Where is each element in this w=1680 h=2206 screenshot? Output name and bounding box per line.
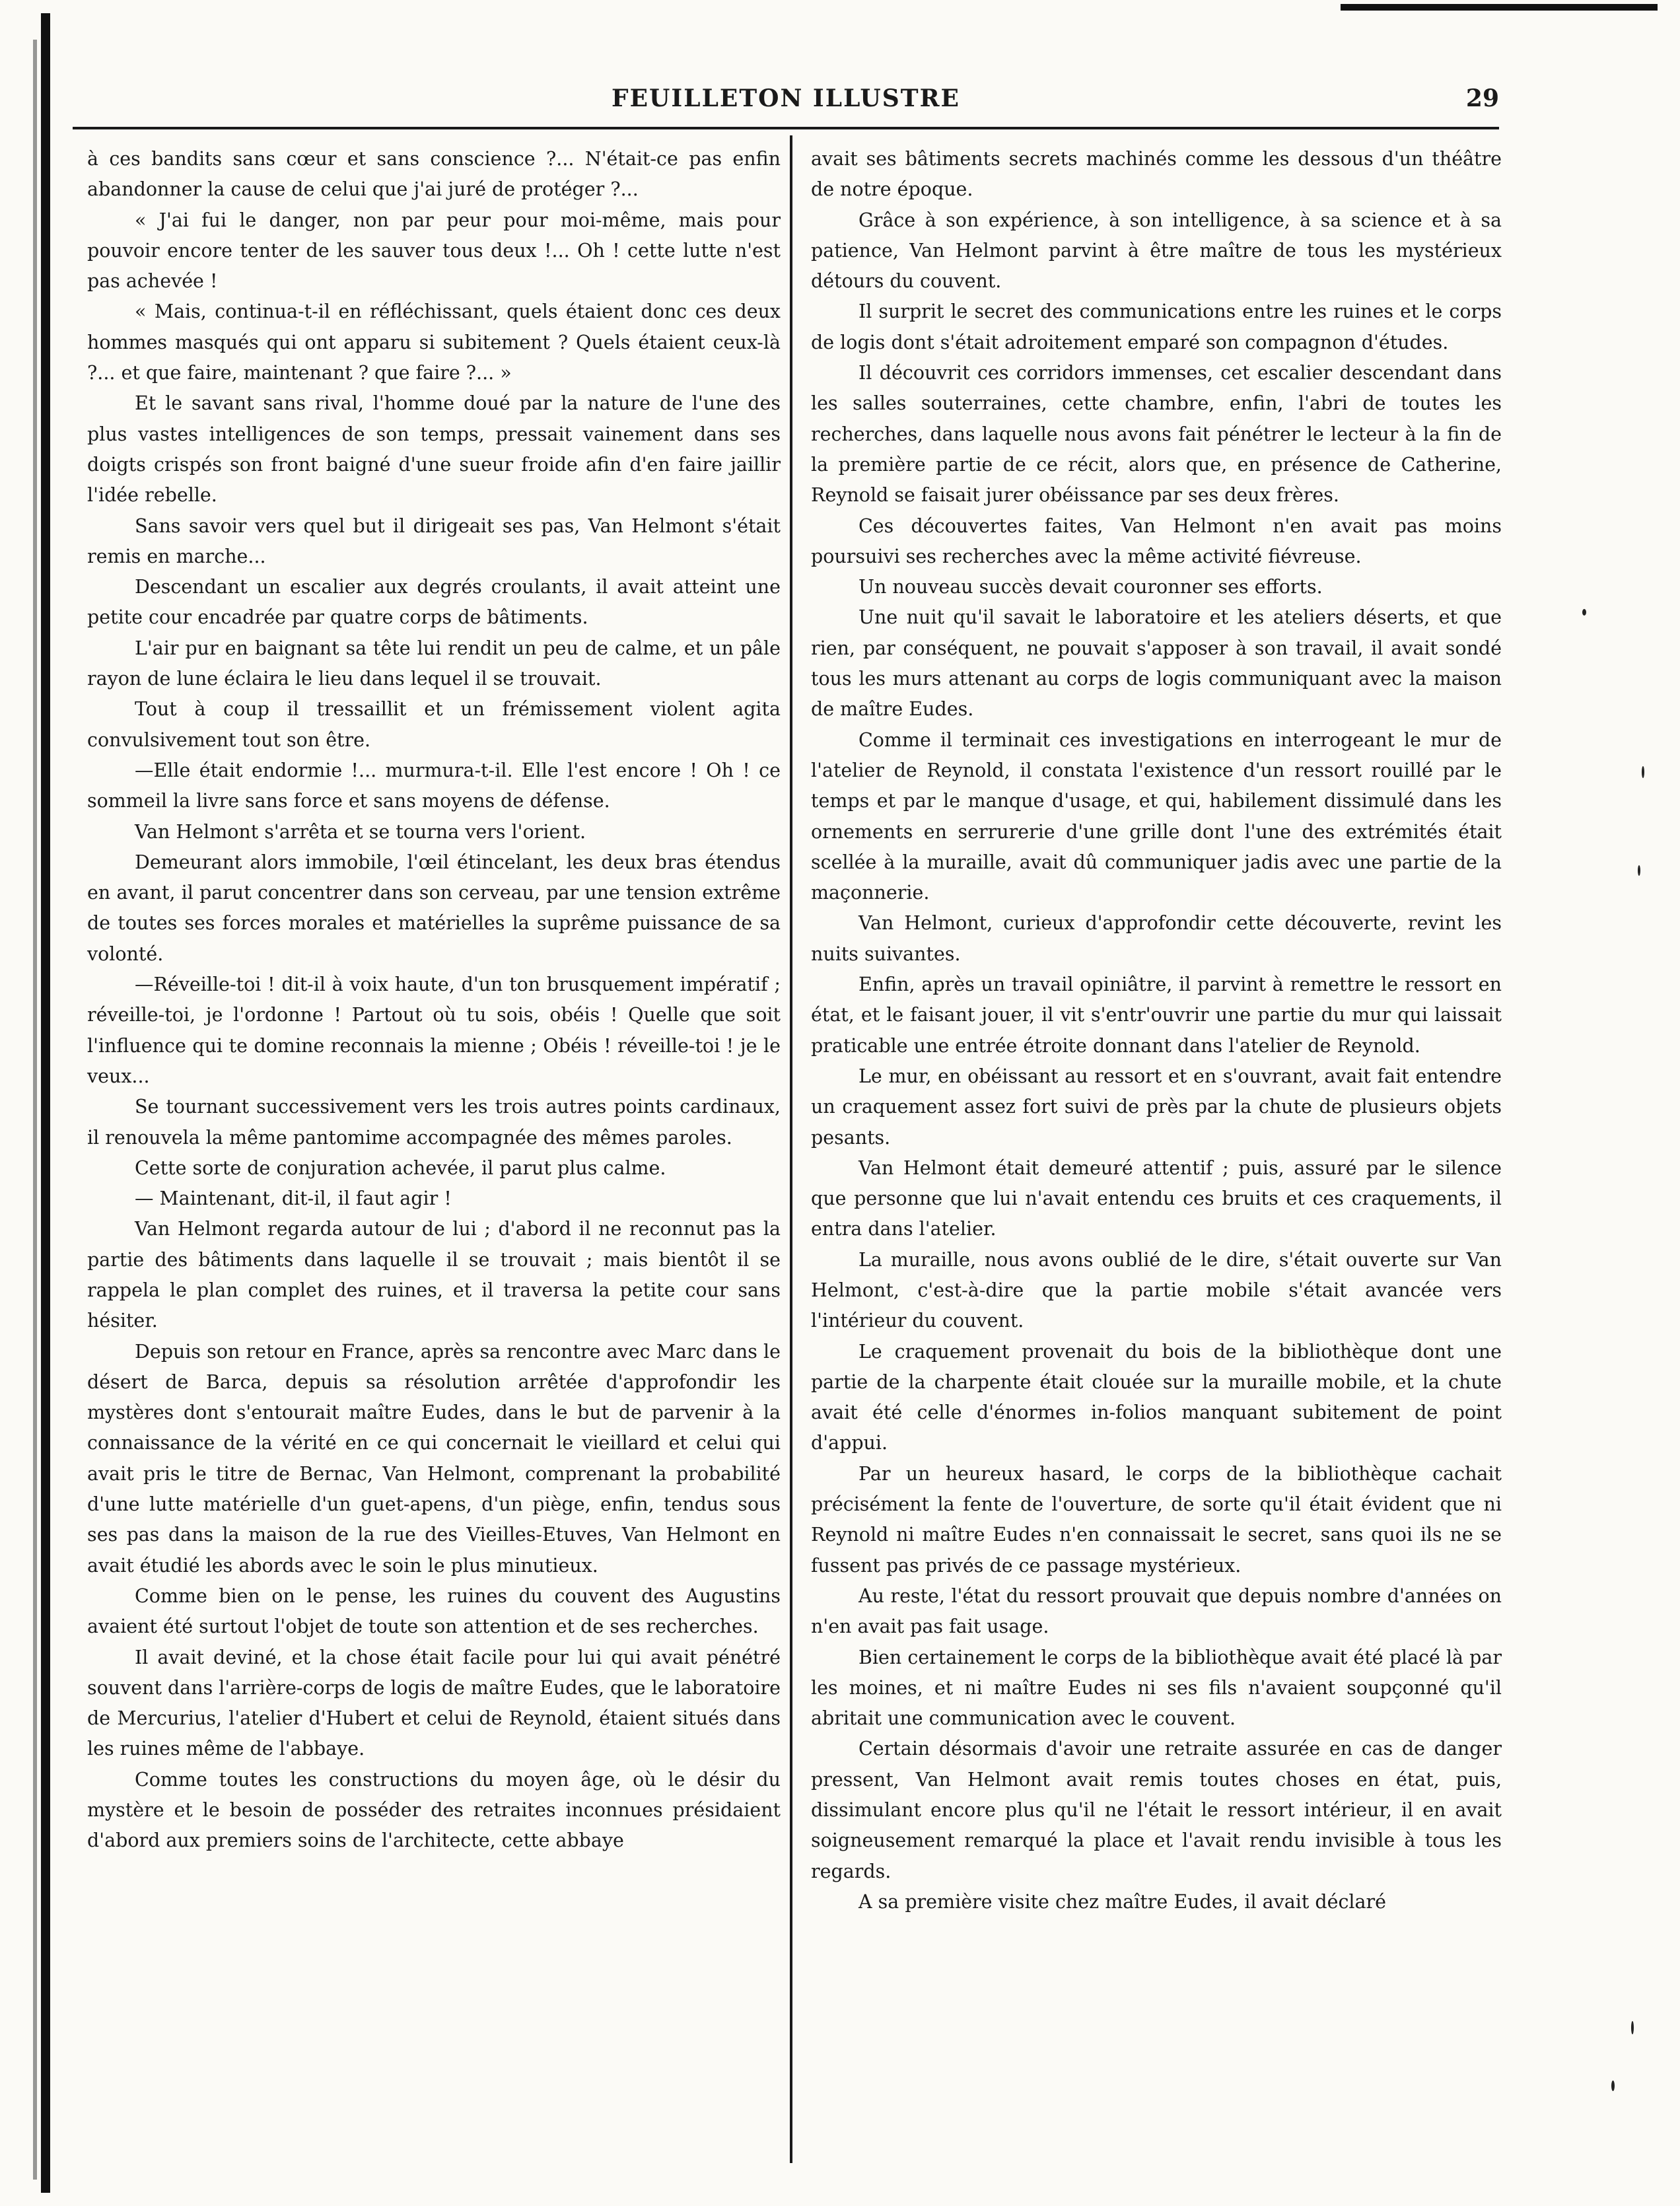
scan-shadow bbox=[33, 40, 37, 2180]
paragraph: Depuis son retour en France, après sa rencontre avec Marc dans le désert de Barca, depuis sa résolution arrêtée d'approfondir les mystères dont s'entourait maître Eudes, dans le but de parvenir à la connaissance de la vérité en ce qui concernait le vieillard et celui qui avait pris le titre de Bernac, Van Helmont, comprenant la probabilité d'une lutte matérielle d'un guet-apens, d'un piège, enfin, tendus sous ses pas dans la maison de la rue des Vieilles-Etuves, Van Helmont en avait étudié les abords avec le soin le plus minutieux. bbox=[87, 1340, 781, 1577]
paragraph: Le craquement provenait du bois de la bibliothèque dont une partie de la charpente était clouée sur la muraille mobile, et la chute avait été celle d'énormes in-folios manquant subitement de point d'appui. bbox=[811, 1340, 1502, 1454]
paragraph: Van Helmont, curieux d'approfondir cette découverte, revint les nuits suivantes. bbox=[811, 912, 1502, 965]
paragraph: Van Helmont s'arrêta et se tourna vers l'orient. bbox=[135, 820, 586, 843]
scan-speck bbox=[1611, 2081, 1615, 2091]
paragraph: Bien certainement le corps de la bibliothèque avait été placé là par les moines, et ni maître Eudes ni ses fils n'avaient soupçonné qu'il abritait une communication avec le couvent. bbox=[811, 1646, 1502, 1730]
paragraph: —Réveille-toi ! dit-il à voix haute, d'un ton brusquement impératif ; réveille-toi, je l'ordonne ! Partout où tu sois, obéis ! Quelle que soit l'influence qui te domine reconnais la mienne ; Obéis ! réveille-toi ! je le veux... bbox=[87, 974, 781, 1087]
paragraph: La muraille, nous avons oublié de le dire, s'était ouverte sur Van Helmont, c'est-à-dire que la partie mobile s'était avancée vers l'intérieur du couvent. bbox=[811, 1248, 1502, 1332]
header-title: FEUILLETON ILLUSTRE bbox=[612, 85, 960, 112]
scan-speck bbox=[1642, 766, 1644, 778]
paragraph: A sa première visite chez maître Eudes, il avait déclaré bbox=[858, 1890, 1387, 1913]
paragraph: Ces découvertes faites, Van Helmont n'en avait pas moins poursuivi ses recherches avec la même activité fiévreuse. bbox=[811, 515, 1502, 567]
page-number: 29 bbox=[1465, 85, 1499, 112]
paragraph: Par un heureux hasard, le corps de la bibliothèque cachait précisément la fente de l'ouverture, de sorte qu'il était évident que ni Reynold ni maître Eudes n'en connaissait le secret, sans quoi ils ne se fussent pas privés de ce passage mystérieux. bbox=[811, 1462, 1502, 1577]
paragraph: Se tournant successivement vers les trois autres points cardinaux, il renouvela la même pantomime accompagnée des mêmes paroles. bbox=[87, 1096, 781, 1149]
paragraph: Comme bien on le pense, les ruines du couvent des Augustins avaient été surtout l'objet de toute son attention et de ses recherches. bbox=[87, 1584, 781, 1638]
paragraph: Il découvrit ces corridors immenses, cet escalier descendant dans les salles souterraines, cette chambre, enfin, l'abri de toutes les recherches, dans laquelle nous avons fait pénétrer le lecteur à la fin de la première partie de ce récit, alors que, en présence de Catherine, Reynold se faisait jurer obéissance par ses deux frères. bbox=[811, 362, 1502, 507]
scan-speck bbox=[1631, 2021, 1634, 2034]
paragraph: à ces bandits sans cœur et sans conscience ?... N'était-ce pas enfin abandonner la cause de celui que j'ai juré de protéger ?... bbox=[87, 148, 781, 201]
running-header bbox=[73, 73, 1499, 125]
paragraph: L'air pur en baignant sa tête lui rendit un peu de calme, et un pâle rayon de lune éclaira le lieu dans lequel il se trouvait. bbox=[87, 637, 781, 690]
paragraph: Au reste, l'état du ressort prouvait que depuis nombre d'années on n'en avait pas fait usage. bbox=[811, 1584, 1502, 1638]
paragraph: Cette sorte de conjuration achevée, il parut plus calme. bbox=[135, 1156, 666, 1179]
scan-speck bbox=[1638, 865, 1640, 876]
paragraph: Van Helmont regarda autour de lui ; d'abord il ne reconnut pas la partie des bâtiments dans laquelle il se trouvait ; mais bientôt il se rappela le plan complet des ruines, et il traversa la petite cour sans hésiter. bbox=[87, 1218, 781, 1332]
paragraph: Le mur, en obéissant au ressort et en s'ouvrant, avait fait entendre un craquement assez fort suivi de près par la chute de plusieurs objets pesants. bbox=[811, 1065, 1502, 1149]
paragraph: Demeurant alors immobile, l'œil étincelant, les deux bras étendus en avant, il parut concentrer dans son cerveau, par une tension extrême de toutes ses forces morales et matérielles la suprême puissance de sa volonté. bbox=[87, 851, 781, 965]
paragraph: « J'ai fui le danger, non par peur pour moi-même, mais pour pouvoir encore tenter de les sauver tous deux !... Oh ! cette lutte n'est pas achevée ! bbox=[87, 209, 781, 293]
paragraph: Et le savant sans rival, l'homme doué par la nature de l'une des plus vastes intelligences de son temps, pressait vainement dans ses doigts crispés son front baigné d'une sueur froide afin d'en faire jaillir l'idée rebelle. bbox=[87, 392, 781, 507]
paragraph: Grâce à son expérience, à son intelligence, à sa science et à sa patience, Van Helmont parvint à être maître de tous les mystérieux détours du couvent. bbox=[811, 209, 1502, 293]
right-column bbox=[811, 144, 1502, 1917]
paragraph: Sans savoir vers quel but il dirigeait ses pas, Van Helmont s'était remis en marche... bbox=[87, 515, 781, 567]
paragraph: Certain désormais d'avoir une retraite assurée en cas de danger pressent, Van Helmont avait remis toutes choses en état, puis, dissimulant encore plus qu'il ne l'était le ressort intérieur, il en avait soigneusement remarqué la place et l'avait rendu invisible à tous les regards. bbox=[811, 1738, 1502, 1882]
column-divider bbox=[790, 135, 792, 2163]
paragraph: Enfin, après un travail opiniâtre, il parvint à remettre le ressort en état, et le faisant jouer, il vit s'entr'ouvrir une partie du mur qui laissait praticable une entrée étroite donnant dans l'atelier de Reynold. bbox=[811, 974, 1502, 1057]
paragraph: Une nuit qu'il savait le laboratoire et les ateliers déserts, et que rien, par conséquent, ne pouvait s'apposer à son travail, il avait sondé tous les murs attenant au corps de logis communiquant avec la maison de maître Eudes. bbox=[811, 606, 1502, 721]
paragraph: « Mais, continua-t-il en réfléchissant, quels étaient donc ces deux hommes masqués qui ont apparu si subitement ? Quels étaient ceux-là ?... et que faire, maintenant ? que faire ?... » bbox=[87, 301, 781, 384]
paragraph: Comme toutes les constructions du moyen âge, où le désir du mystère et le besoin de posséder des retraites inconnues présidaient d'abord aux premiers soins de l'architecte, cette abbaye bbox=[87, 1768, 781, 1852]
paragraph: —Elle était endormie !... murmura-t-il. Elle l'est encore ! Oh ! ce sommeil la livre sans force et sans moyens de défense. bbox=[87, 759, 781, 812]
paragraph: Tout à coup il tressaillit et un frémissement violent agita convulsivement tout son être. bbox=[87, 698, 781, 751]
paragraph: — Maintenant, dit-il, il faut agir ! bbox=[135, 1188, 452, 1210]
left-column bbox=[87, 144, 781, 1857]
paragraph: Comme il terminait ces investigations en interrogeant le mur de l'atelier de Reynold, il constata l'existence d'un ressort rouillé par le temps et par le manque d'usage, et qui, habilement dissimulé dans les ornements en serrurerie d'une grille dont l'une des extrémités était scellée à la muraille, avait dû communiquer jadis avec une partie de la maçonnerie. bbox=[811, 729, 1502, 904]
paragraph: avait ses bâtiments secrets machinés comme les dessous d'un théâtre de notre époque. bbox=[811, 148, 1502, 201]
scan-speck bbox=[1582, 609, 1586, 616]
paragraph: Van Helmont était demeuré attentif ; puis, assuré par le silence que personne que lui n'avait entendu ces bruits et ces craquements, il entra dans l'atelier. bbox=[811, 1156, 1502, 1240]
paragraph: Il avait deviné, et la chose était facile pour lui qui avait pénétré souvent dans l'arrière-corps de logis de maître Eudes, que le laboratoire de Mercurius, l'atelier d'Hubert et celui de Reynold, étaient situés dans les ruines même de l'abbaye. bbox=[87, 1646, 781, 1760]
paragraph: Un nouveau succès devait couronner ses efforts. bbox=[858, 576, 1323, 598]
paragraph: Il surprit le secret des communications entre les ruines et le corps de logis dont s'était adroitement emparé son compagnon d'études. bbox=[811, 301, 1502, 353]
scan-corner-mark bbox=[1341, 4, 1658, 11]
header-rule bbox=[73, 127, 1499, 129]
paragraph: Descendant un escalier aux degrés croulants, il avait atteint une petite cour encadrée par quatre corps de bâtiments. bbox=[87, 576, 781, 629]
scan-binding-edge bbox=[41, 13, 50, 2193]
